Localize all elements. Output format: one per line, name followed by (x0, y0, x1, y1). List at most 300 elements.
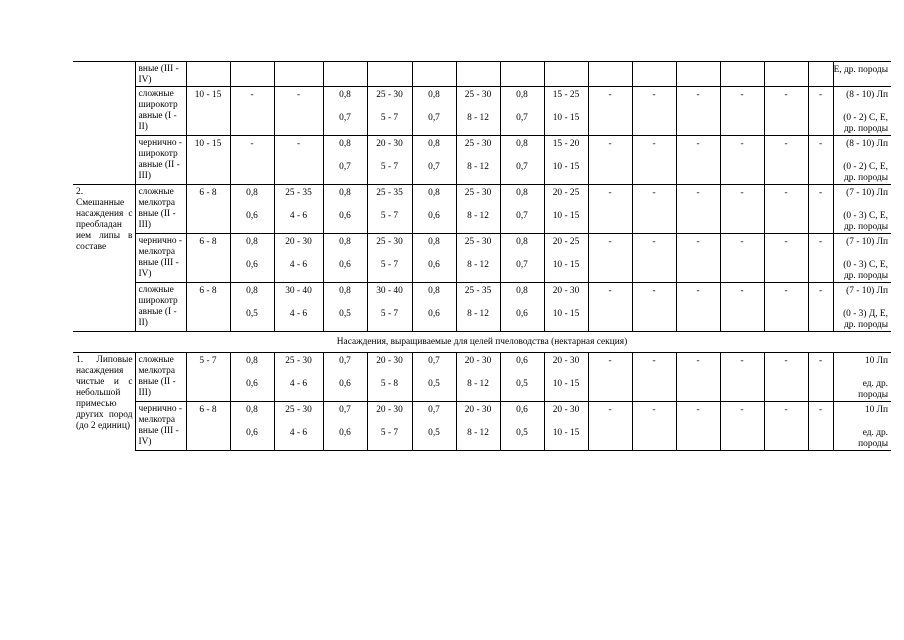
cell-gap (545, 297, 588, 309)
dash-cell (764, 234, 808, 283)
value-cell-c7 (500, 62, 544, 87)
cell-gap (324, 65, 367, 77)
value-cell-c8 (544, 402, 588, 451)
dash-value: - (740, 139, 744, 149)
dash-cell (808, 402, 833, 451)
value-cell-c7 (500, 136, 544, 185)
cell-value-top: 0,8 (516, 90, 528, 100)
cell-value-top: 15 - 20 (552, 139, 580, 149)
value-cell-c6 (456, 353, 500, 402)
value-cell-c5 (412, 136, 456, 185)
dash-cell (764, 185, 808, 234)
age-value: 5 - 7 (199, 356, 217, 366)
value-cell-c1 (230, 353, 274, 402)
composition-line: ед. др. породы (858, 428, 888, 449)
value-cell-c3 (323, 234, 367, 283)
dash-cell (676, 185, 720, 234)
cell-gap (275, 297, 323, 309)
cell-value-bottom: 10 - 15 (552, 211, 580, 221)
value-cell-c2 (274, 402, 323, 451)
cell-value-top: 0,8 (339, 90, 351, 100)
table-row (73, 234, 891, 283)
value-cell-c6 (456, 283, 500, 332)
cell-value-top: 20 - 30 (285, 237, 312, 247)
value-cell-c1 (230, 185, 274, 234)
dash-cell (764, 62, 808, 87)
cell-value-bottom: 4 - 6 (289, 260, 308, 270)
cell-value-bottom: 8 - 12 (467, 211, 489, 221)
cell-value-top: 0,8 (246, 188, 258, 198)
dash-value: - (652, 90, 656, 100)
dash-value: - (608, 237, 612, 247)
cell-value-bottom: 0,6 (246, 379, 258, 389)
cell-value-top: 25 - 30 (464, 188, 492, 198)
cell-value-bottom: 10 - 15 (552, 162, 580, 172)
dash-value: - (696, 405, 700, 415)
value-cell-c2 (274, 62, 323, 87)
cell-value-top: 0,8 (246, 356, 258, 366)
composition-line: (7 - 10) Лп (846, 188, 888, 198)
composition-cell (833, 402, 891, 451)
cell-gap (501, 297, 544, 309)
cell-value-bottom: 0,5 (428, 428, 440, 438)
composition-line: (8 - 10) Лп (846, 90, 888, 100)
cell-value-bottom: 0,7 (339, 162, 351, 172)
cell-value-top: 25 - 35 (464, 286, 492, 296)
composition-line: (7 - 10) Лп (846, 237, 888, 247)
dash-cell (588, 283, 632, 332)
forest-type-label: сложные широкотр авные (I - II) (138, 89, 178, 132)
cell-value-bottom: 5 - 7 (380, 428, 399, 438)
cell-value-top: 0,8 (428, 188, 440, 198)
cell-gap (834, 297, 889, 309)
dash-value: - (652, 286, 656, 296)
forest-type-cell (135, 62, 186, 87)
cell-gap (413, 248, 456, 260)
cell-gap (368, 101, 412, 113)
cell-value-top: 0,8 (428, 139, 440, 149)
cell-value-top: 20 - 30 (376, 356, 403, 366)
cell-value-bottom: 0,7 (516, 211, 528, 221)
composition-line: (0 - 3) С, Е, др. породы (843, 211, 888, 232)
cell-value-top: 25 - 30 (464, 237, 492, 247)
dash-value: - (652, 405, 656, 415)
value-cell-c1 (230, 402, 274, 451)
cell-gap (834, 199, 889, 211)
composition-line: (0 - 3) Д, Е, др. породы (843, 309, 888, 330)
dash-cell (588, 353, 632, 402)
dash-cell (720, 62, 764, 87)
cell-gap (324, 297, 367, 309)
dash-cell (676, 283, 720, 332)
cell-value-bottom: 5 - 7 (380, 113, 399, 123)
value-cell-c4 (367, 185, 412, 234)
cell-gap (368, 199, 412, 211)
cell-gap (457, 367, 500, 379)
value-cell-c7 (500, 234, 544, 283)
cell-value-top: 15 - 25 (552, 90, 580, 100)
forest-type-cell (135, 353, 186, 402)
dash-cell (676, 353, 720, 402)
cell-gap (275, 199, 323, 211)
cell-gap (231, 367, 274, 379)
forestry-table (73, 61, 891, 451)
cell-value-top: 20 - 30 (376, 405, 403, 415)
cell-gap (231, 101, 274, 113)
cell-gap (457, 65, 500, 77)
cell-gap (457, 101, 500, 113)
age-value: 10 - 15 (194, 90, 222, 100)
forest-type-cell (135, 283, 186, 332)
age-cell (186, 185, 230, 234)
cell-value-top: 0,8 (428, 90, 440, 100)
forest-type-label: чернично - широкотр авные (II - III) (138, 138, 182, 181)
cell-value-top: 0,8 (516, 188, 528, 198)
age-cell (186, 234, 230, 283)
cell-value-top: - (296, 139, 301, 149)
composition-cell (833, 234, 891, 283)
cell-value-bottom: 0,7 (428, 113, 440, 123)
value-cell-c3 (323, 136, 367, 185)
value-cell-c1 (230, 136, 274, 185)
cell-gap (834, 248, 889, 260)
value-cell-c8 (544, 185, 588, 234)
age-value: 6 - 8 (199, 405, 217, 415)
cell-gap (413, 367, 456, 379)
dash-value: - (818, 188, 823, 198)
age-value: 6 - 8 (199, 286, 217, 296)
age-value: 6 - 8 (199, 188, 217, 198)
cell-gap (501, 248, 544, 260)
cell-gap (324, 101, 367, 113)
dash-cell (808, 283, 833, 332)
value-cell-c1 (230, 62, 274, 87)
cell-value-top: 25 - 30 (376, 90, 403, 100)
cell-value-bottom: 0,7 (516, 162, 528, 172)
cell-value-bottom: 0,5 (516, 379, 528, 389)
dash-cell (808, 234, 833, 283)
cell-value-top: 25 - 30 (464, 139, 492, 149)
forest-type-label: вные (III - IV) (138, 64, 179, 85)
dash-cell (720, 353, 764, 402)
value-cell-c8 (544, 62, 588, 87)
age-cell (186, 402, 230, 451)
value-cell-c7 (500, 283, 544, 332)
dash-value: - (784, 356, 788, 366)
cell-gap (275, 248, 323, 260)
cell-value-top: - (296, 90, 301, 100)
cell-value-bottom: 8 - 12 (467, 309, 489, 319)
forest-type-label: чернично - мелкотра вные (III - IV) (138, 236, 182, 279)
cell-gap (457, 150, 500, 162)
cell-value-top: 20 - 30 (464, 405, 492, 415)
cell-value-top: 20 - 30 (552, 405, 580, 415)
cell-gap (324, 367, 367, 379)
cell-value-bottom: 0,6 (339, 211, 351, 221)
cell-gap (545, 101, 588, 113)
cell-gap (501, 367, 544, 379)
cell-gap (368, 416, 412, 428)
value-cell-c8 (544, 87, 588, 136)
cell-gap (457, 248, 500, 260)
cell-value-top: 20 - 25 (552, 188, 580, 198)
dash-value: - (696, 90, 700, 100)
value-cell-c5 (412, 234, 456, 283)
composition-cell (833, 353, 891, 402)
cell-value-bottom: 5 - 7 (380, 309, 399, 319)
cell-value-bottom: 8 - 12 (467, 113, 489, 123)
dash-value: - (696, 237, 700, 247)
dash-value: - (608, 139, 612, 149)
composition-line: ед. др. породы (858, 379, 888, 400)
cell-gap (501, 416, 544, 428)
cell-gap (501, 65, 544, 77)
cell-value-top: 0,8 (339, 237, 351, 247)
value-cell-c3 (323, 185, 367, 234)
cell-value-bottom: 0,6 (246, 260, 258, 270)
value-cell-c5 (412, 283, 456, 332)
cell-value-top: 0,8 (339, 188, 351, 198)
cell-gap (501, 199, 544, 211)
composition-cell (833, 62, 891, 87)
value-cell-c3 (323, 402, 367, 451)
value-cell-c6 (456, 402, 500, 451)
value-cell-c6 (456, 87, 500, 136)
cell-value-bottom: 4 - 6 (289, 428, 308, 438)
cell-gap (368, 367, 412, 379)
dash-value: - (696, 188, 700, 198)
value-cell-c4 (367, 234, 412, 283)
composition-line: (0 - 2) С, Е, др. породы (843, 113, 888, 134)
composition-line: 10 Лп (864, 356, 888, 366)
cell-gap (501, 150, 544, 162)
cell-value-top: 20 - 30 (552, 356, 580, 366)
cell-value-bottom: 5 - 7 (380, 211, 399, 221)
cell-gap (413, 150, 456, 162)
dash-cell (632, 283, 676, 332)
cell-value-top: 20 - 30 (552, 286, 580, 296)
cell-value-bottom: 0,7 (516, 113, 528, 123)
cell-value-top: 25 - 30 (464, 90, 492, 100)
age-value: 10 - 15 (194, 139, 222, 149)
cell-value-top: - (250, 139, 254, 149)
dash-value: - (608, 90, 612, 100)
value-cell-c5 (412, 402, 456, 451)
composition-cell (833, 87, 891, 136)
group-label: 2. Смешанные насаждения с преобладан ием липы в составе (76, 187, 133, 252)
dash-value: - (784, 188, 788, 198)
cell-gap (413, 65, 456, 77)
cell-value-top: 25 - 30 (285, 405, 312, 415)
cell-gap (545, 150, 588, 162)
cell-value-bottom: 10 - 15 (552, 428, 580, 438)
age-cell (186, 353, 230, 402)
table-row (73, 353, 891, 402)
cell-value-top: 20 - 30 (376, 139, 403, 149)
cell-gap (545, 199, 588, 211)
dash-value: - (784, 139, 788, 149)
cell-gap (231, 248, 274, 260)
dash-cell (632, 62, 676, 87)
dash-cell (808, 136, 833, 185)
cell-gap (368, 248, 412, 260)
dash-value: - (740, 188, 744, 198)
dash-cell (720, 234, 764, 283)
forest-type-cell (135, 402, 186, 451)
cell-value-top: 0,7 (339, 405, 351, 415)
cell-value-bottom: 0,5 (339, 309, 351, 319)
value-cell-c5 (412, 353, 456, 402)
age-cell (186, 283, 230, 332)
cell-value-bottom: 10 - 15 (552, 379, 580, 389)
cell-value-bottom: 0,6 (428, 309, 440, 319)
value-cell-c4 (367, 402, 412, 451)
composition-line: (0 - 2) С, Е, др. породы (843, 162, 888, 183)
value-cell-c5 (412, 87, 456, 136)
cell-value-top: 0,8 (339, 139, 351, 149)
composition-cell (833, 136, 891, 185)
cell-value-bottom: 0,6 (516, 309, 528, 319)
cell-value-top: 20 - 30 (464, 356, 492, 366)
value-cell-c3 (323, 87, 367, 136)
age-cell (186, 136, 230, 185)
value-cell-c3 (323, 62, 367, 87)
cell-value-top: 25 - 30 (376, 237, 403, 247)
cell-gap (324, 416, 367, 428)
cell-gap (324, 248, 367, 260)
cell-gap (275, 101, 323, 113)
forest-type-cell (135, 136, 186, 185)
forest-type-cell (135, 87, 186, 136)
dash-value: - (818, 237, 823, 247)
cell-gap (413, 101, 456, 113)
cell-gap (413, 416, 456, 428)
table-row (73, 87, 891, 136)
value-cell-c7 (500, 402, 544, 451)
value-cell-c8 (544, 136, 588, 185)
dash-value: - (652, 188, 656, 198)
dash-cell (764, 283, 808, 332)
dash-cell (632, 136, 676, 185)
cell-value-bottom: 8 - 12 (467, 428, 489, 438)
value-cell-c7 (500, 87, 544, 136)
composition-line: 10 Лп (864, 405, 888, 415)
dash-value: - (784, 90, 788, 100)
dash-value: - (740, 356, 744, 366)
dash-cell (764, 136, 808, 185)
forest-type-label: сложные мелкотра вные (II - III) (138, 187, 176, 230)
cell-value-top: 20 - 25 (552, 237, 580, 247)
dash-value: - (818, 356, 823, 366)
cell-gap (368, 65, 412, 77)
value-cell-c1 (230, 87, 274, 136)
cell-value-bottom: 8 - 12 (467, 379, 489, 389)
dash-cell (632, 185, 676, 234)
dash-cell (720, 402, 764, 451)
cell-gap (834, 101, 889, 113)
cell-value-bottom: 4 - 6 (289, 379, 308, 389)
cell-gap (457, 199, 500, 211)
value-cell-c2 (274, 234, 323, 283)
cell-value-bottom: 10 - 15 (552, 260, 580, 270)
value-cell-c7 (500, 185, 544, 234)
table-row (73, 283, 891, 332)
dash-cell (808, 353, 833, 402)
cell-gap (368, 150, 412, 162)
cell-gap (545, 367, 588, 379)
cell-value-bottom: 5 - 8 (380, 379, 399, 389)
cell-value-bottom: 0,6 (339, 260, 351, 270)
cell-value-top: 0,8 (246, 286, 258, 296)
composition-line: (0 - 3) С, Е, др. породы (843, 260, 888, 281)
cell-value-bottom: 5 - 7 (380, 162, 399, 172)
value-cell-c4 (367, 62, 412, 87)
cell-value-bottom: 0,6 (246, 211, 258, 221)
dash-value: - (784, 405, 788, 415)
dash-value: - (818, 90, 823, 100)
cell-value-top: 0,6 (516, 356, 528, 366)
value-cell-c2 (274, 136, 323, 185)
cell-value-bottom: 0,6 (428, 260, 440, 270)
age-cell (186, 87, 230, 136)
dash-cell (676, 62, 720, 87)
cell-gap (275, 416, 323, 428)
cell-value-bottom: 0,5 (246, 309, 258, 319)
cell-gap (457, 416, 500, 428)
value-cell-c4 (367, 353, 412, 402)
cell-value-bottom: 10 - 15 (552, 113, 580, 123)
cell-value-bottom: 8 - 12 (467, 260, 489, 270)
value-cell-c6 (456, 136, 500, 185)
value-cell-c6 (456, 234, 500, 283)
dash-cell (676, 402, 720, 451)
age-cell (186, 62, 230, 87)
cell-value-top: 0,8 (246, 237, 258, 247)
cell-value-bottom: 5 - 7 (380, 260, 399, 270)
table-row (73, 136, 891, 185)
cell-gap (413, 297, 456, 309)
dash-cell (720, 136, 764, 185)
cell-gap (324, 199, 367, 211)
cell-value-top: 0,8 (428, 237, 440, 247)
cell-gap (413, 199, 456, 211)
value-cell-c4 (367, 87, 412, 136)
group-cell (73, 62, 135, 185)
composition-line: (8 - 10) Лп (846, 139, 888, 149)
dash-cell (588, 87, 632, 136)
cell-value-top: 0,8 (516, 286, 528, 296)
section-header-row (73, 332, 891, 353)
value-cell-c1 (230, 283, 274, 332)
cell-value-bottom: 0,6 (246, 428, 258, 438)
cell-gap (231, 297, 274, 309)
value-cell-c2 (274, 353, 323, 402)
dash-value: - (608, 405, 612, 415)
cell-gap (231, 150, 274, 162)
dash-value: - (740, 405, 744, 415)
cell-value-bottom: 4 - 6 (289, 309, 308, 319)
cell-value-top: 0,6 (516, 405, 528, 415)
dash-value: - (652, 237, 656, 247)
dash-value: - (696, 286, 700, 296)
cell-gap (501, 101, 544, 113)
cell-value-top: 30 - 40 (285, 286, 312, 296)
cell-value-bottom: 8 - 12 (467, 162, 489, 172)
cell-gap (275, 367, 323, 379)
cell-gap (545, 65, 588, 77)
dash-value: - (740, 237, 744, 247)
dash-value: - (740, 90, 744, 100)
